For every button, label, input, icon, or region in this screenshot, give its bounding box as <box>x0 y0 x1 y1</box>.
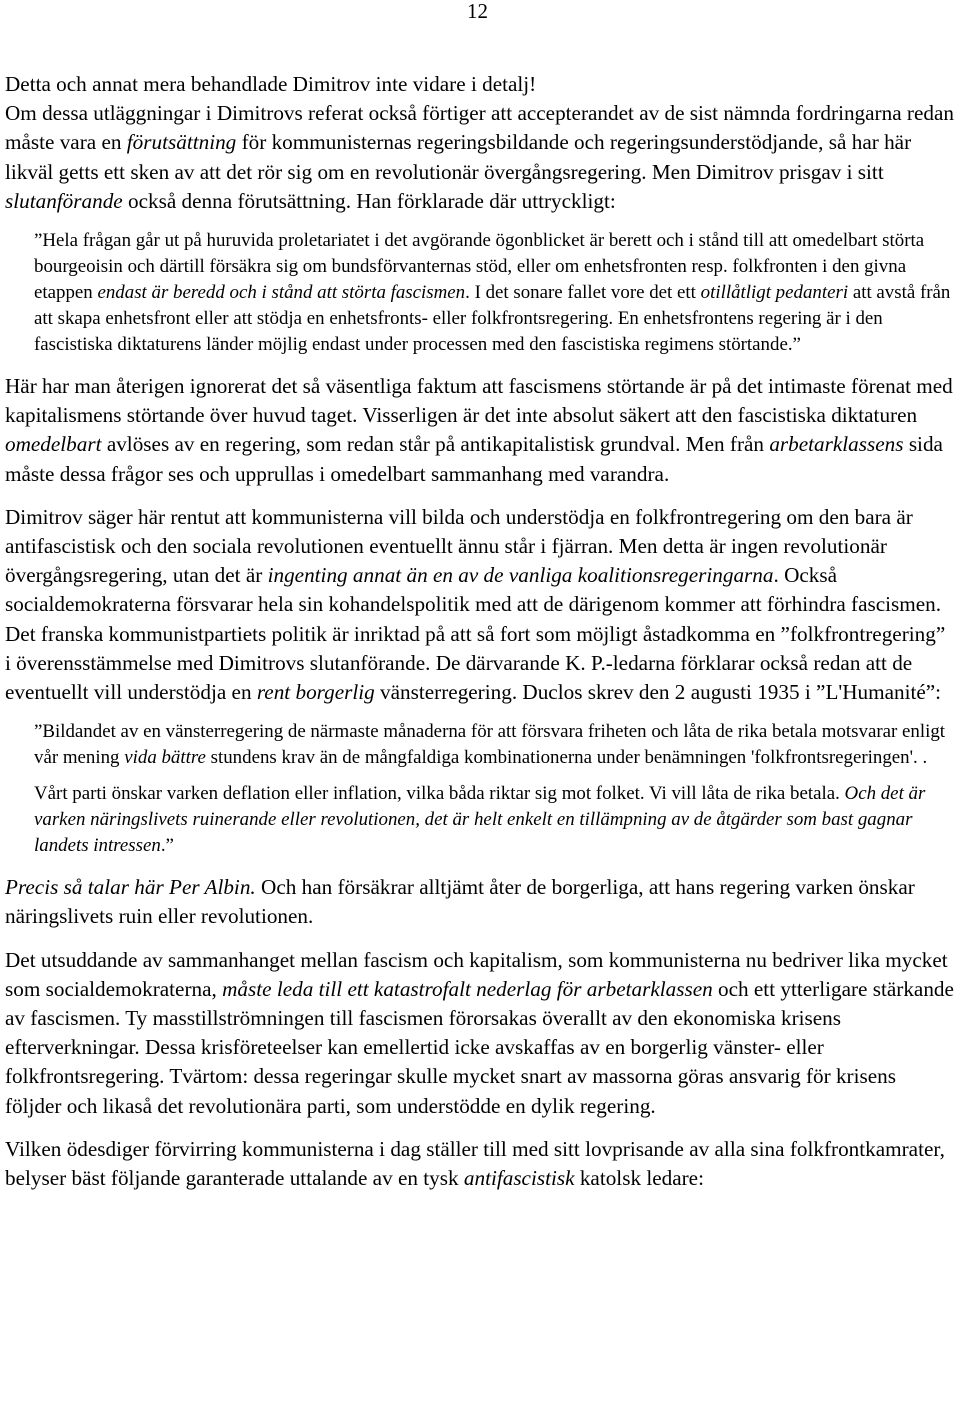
body-paragraph <box>5 99 955 216</box>
italic-text: Och det är varken näringslivets ruinerande eller revolutionen, det är helt enkelt en tillämpning av de åtgärder som bast gagnar landets intressen <box>34 783 926 857</box>
text-run: att avstå från att skapa enhetsfront eller att stödja en enhetsfronts- eller folkfrontsregering. En enhetsfrontens regering är i den fascistiska diktaturens länder möjlig endast under processen med den fascistiska regimens störtande.” <box>34 282 951 356</box>
italic-text: förutsättning <box>126 130 237 155</box>
text-run: . I det sonare fallet vore det ett <box>465 282 701 304</box>
text-run: Vilken ödesdiger förvirring kommunisterna i dag ställer till med sitt lovprisande av alla sina folkfrontkamrater, belyser bäst följande garanterade uttalande av en tysk <box>5 1136 945 1191</box>
body-paragraph <box>5 1135 955 1193</box>
block-quote <box>5 719 955 771</box>
text-run: . Också socialdemokraterna försvarar hela sin kohandelspolitik med att de därigenom kommer att förhindra fascismen. Det franska kommunistpartiets politik är inriktad på att så fort som möjligt åstadkomma en ”folkfrontregering” i överensstämmelse med Dimitrovs slutanförande. De därvarande K. P.-ledarna förklarar också redan att de eventuellt vill understödja en <box>5 563 946 705</box>
italic-text: ingenting annat än en av de vanliga koalitionsregeringarna <box>267 563 774 588</box>
body-paragraph <box>5 503 955 707</box>
text-run: Det utsuddande av sammanhanget mellan fascism och kapitalism, som kommunisterna nu bedriver lika mycket som socialdemokraterna, <box>5 947 948 1001</box>
text-run: Vårt parti önskar varken deflation eller inflation, vilka båda riktar sig mot folket. Vi vill låta de rika betala. <box>34 783 845 805</box>
text-run: vänsterregering. Duclos skrev den 2 augusti 1935 i ”L'Humanité”: <box>374 680 942 705</box>
text-run: och ett ytterligare stärkande av fascismen. Ty masstillströmningen till fascismen förorsakas överallt av den ekonomiska krisens efterverkningar. Dessa krisföreteelser kan emellertid icke avskaffas av en borgerlig vänster- eller folkfrontsregering. Tvärtom: dessa regeringar skulle mycket snart av massorna göras ansvarig för krisens följder och likaså det revolutionära parti, som understödde en dylik regering. <box>5 976 954 1118</box>
italic-text: rent borgerlig <box>256 680 375 705</box>
text-run: Detta och annat mera behandlade Dimitrov inte vidare i detalj! <box>5 72 537 96</box>
text-run: avlöses av en regering, som redan står på antikapitalistisk grundval. Men från <box>101 432 770 457</box>
document-body <box>5 70 955 1193</box>
text-run: stundens krav än de mångfaldiga kombinationerna under benämningen 'folkfrontsregeringen'. . <box>205 747 928 769</box>
text-run: ”Hela frågan går ut på huruvida proletariatet i det avgörande ögonblicket är berett och i stånd till att omedelbart störta bourgeoisin och därtill försäkra sig om bundsförvanternas stöd, eller om enhetsfronten resp. folkfronten i den givna etappen <box>34 230 925 304</box>
text-run: ”Bildandet av en vänsterregering de närmaste månaderna för att försvara friheten och låta de rika betala motsvarar enligt vår mening <box>34 721 946 769</box>
italic-text: endast är beredd och i stånd att störta fascismen <box>97 282 466 304</box>
italic-text: antifascistisk <box>463 1166 575 1191</box>
body-paragraph <box>5 372 955 489</box>
block-quote <box>5 228 955 358</box>
page-number: 12 <box>467 0 488 23</box>
text-run: också denna förutsättning. Han förklarade där uttryckligt: <box>122 188 616 213</box>
italic-text: arbetarklassens <box>769 432 904 457</box>
text-run: Om dessa utläggningar i Dimitrovs referat också förtiger att accepterandet av de sist nämnda fordringarna redan måste vara en <box>5 101 954 155</box>
italic-text: vida bättre <box>124 747 206 769</box>
italic-text: slutanförande <box>5 188 123 213</box>
body-paragraph <box>5 946 955 1121</box>
text-run: Dimitrov säger här rentut att kommunisterna vill bilda och understödja en folkfrontregering om den bara är antifascistisk och den sociala revolutionen eventuellt ännu står i fjärran. Men detta är ingen revolutionär övergångsregering, utan det är <box>5 504 913 588</box>
italic-text: måste leda till ett katastrofalt nederlag för arbetarklassen <box>222 976 713 1001</box>
text-run: Här har man återigen ignorerat det så väsentliga faktum att fascismens störtande är på det intimaste förenat med kapitalismens störtande över huvud taget. Visserligen är det inte absolut säkert att den fascistiska diktaturen <box>5 374 953 428</box>
body-paragraph <box>5 70 955 99</box>
italic-text: otillåtligt pedanteri <box>700 282 849 304</box>
italic-text: omedelbart <box>5 432 102 457</box>
text-run: för kommunisternas regeringsbildande och regeringsunderstödjande, så har här likväl getts ett sken av att det rör sig om en revolutionär övergångsregering. Men Dimitrov prisgav i sitt <box>5 130 912 184</box>
block-quote <box>5 781 955 859</box>
text-run: sida måste dessa frågor ses och upprullas i omedelbart sammanhang med varandra. <box>5 432 943 486</box>
italic-text: Precis så talar här Per Albin. <box>5 875 256 900</box>
body-paragraph <box>5 873 955 931</box>
text-run: .” <box>160 835 174 857</box>
text-run: katolsk ledare: <box>574 1166 704 1191</box>
text-run: Och han försäkrar alltjämt åter de borgerliga, att hans regering varken önskar näringslivets ruin eller revolutionen. <box>5 875 915 929</box>
